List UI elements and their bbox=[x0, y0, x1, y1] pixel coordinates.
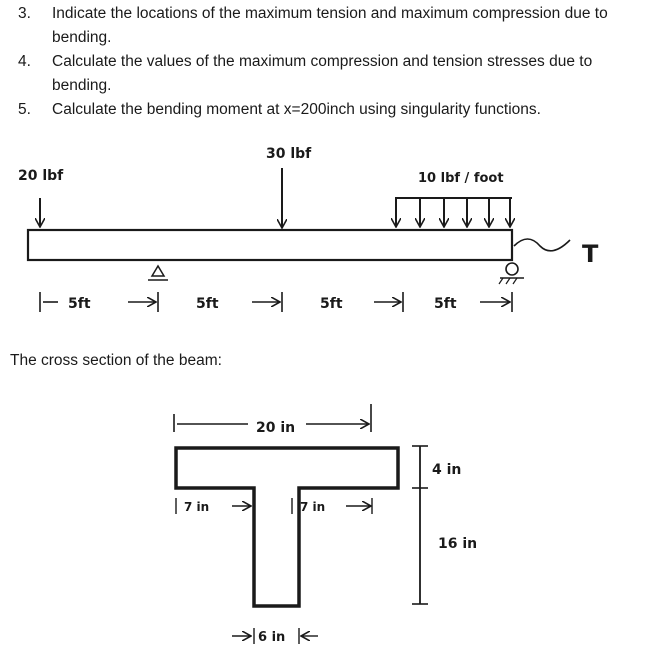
distributed-load-label: 10 lbf / foot bbox=[418, 171, 504, 186]
span-label-3: 5ft bbox=[320, 296, 343, 312]
flange-label: 4 in bbox=[432, 462, 462, 478]
question-number: 5. bbox=[18, 101, 31, 118]
height-label: 16 in bbox=[438, 536, 478, 552]
span-label-2: 5ft bbox=[196, 296, 219, 312]
t-section-outline bbox=[176, 448, 398, 606]
cross-section-caption: The cross section of the beam: bbox=[10, 352, 222, 369]
question-number: 4. bbox=[18, 53, 31, 70]
question-text: Calculate the values of the maximum compression and tension stresses due to bending. bbox=[52, 53, 593, 94]
question-number: 3. bbox=[18, 5, 31, 22]
right-overhang-label: 7 in bbox=[300, 500, 326, 514]
left-overhang-label: 7 in bbox=[184, 500, 210, 514]
question-text: Calculate the bending moment at x=200inch using singularity functions. bbox=[52, 101, 541, 118]
width-label: 20 in bbox=[256, 420, 296, 436]
question-text: Indicate the locations of the maximum tension and maximum compression due to bending. bbox=[52, 5, 608, 46]
span-label-4: 5ft bbox=[434, 296, 457, 312]
span-label-1: 5ft bbox=[68, 296, 91, 312]
load-center-label: 30 lbf bbox=[266, 146, 312, 162]
web-label: 6 in bbox=[258, 630, 286, 645]
load-left-label: 20 lbf bbox=[18, 168, 64, 184]
section-label: T bbox=[582, 240, 599, 268]
height-dimension bbox=[412, 446, 428, 604]
